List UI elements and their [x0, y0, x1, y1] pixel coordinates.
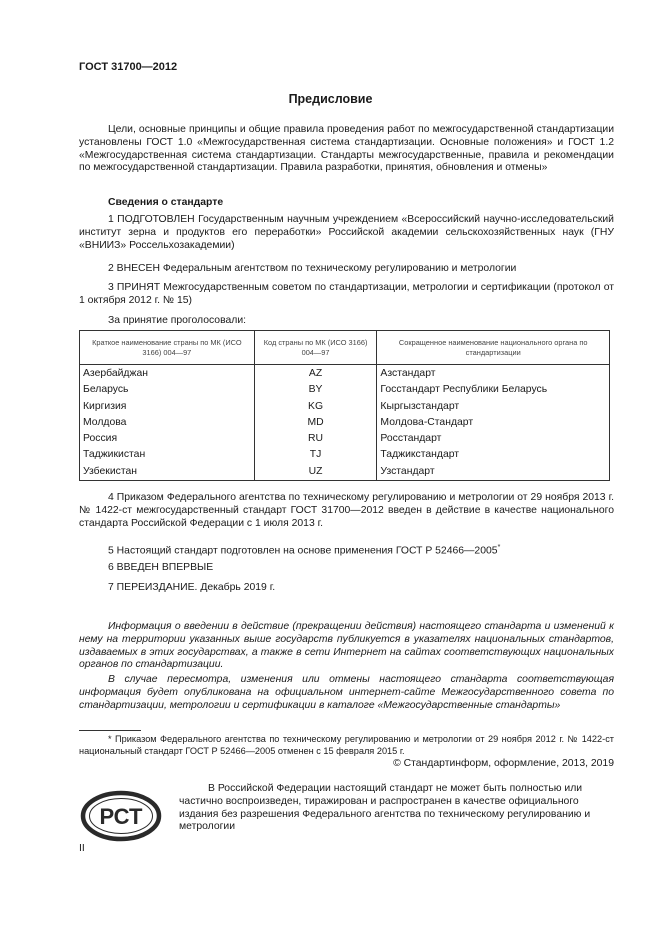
- country-cell: Азербайджан: [80, 365, 255, 383]
- code-cell: AZ: [254, 365, 377, 383]
- national-body-cell: Госстандарт Республики Беларусь: [377, 382, 610, 398]
- header-code: Код страны по МК (ИСО 3166) 004—97: [254, 331, 377, 365]
- country-cell: Беларусь: [80, 382, 255, 398]
- code-cell: UZ: [254, 464, 377, 481]
- item-1-prepared: 1 ПОДГОТОВЛЕН Государственным научным учреждением «Всероссийский научно-исследовательский институт зерна и продуктов его переработки» Российской академии сельскохозяйственных наук (ГНУ «ВНИИЗ» Россельхозакадемии): [79, 214, 614, 251]
- national-body-cell: Кыргызстандарт: [377, 399, 610, 415]
- country-cell: Молдова: [80, 415, 255, 431]
- national-body-cell: Таджикстандарт: [377, 447, 610, 463]
- code-cell: TJ: [254, 447, 377, 463]
- footnote-divider: [79, 730, 141, 731]
- footnote: * Приказом Федерального агентства по техническому регулированию и метрологии от 29 ноября 2012 г. № 1422-ст национальный стандарт ГОСТ Р 52466—2005 отменен с 15 февраля 2015 г.: [79, 734, 614, 757]
- table-row: [80, 431, 610, 447]
- code-cell: BY: [254, 382, 377, 398]
- national-body-cell: Росстандарт: [377, 431, 610, 447]
- item-4-order: 4 Приказом Федерального агентства по техническому регулированию и метрологии от 29 ноября 2013 г. № 1422-ст межгосударственный стандарт ГОСТ 31700—2012 введен в действие в качестве национального стандарта Российской Федерации с 1 июля 2013 г.: [79, 492, 614, 529]
- footnote-marker: *: [497, 544, 501, 551]
- section-subheading: Сведения о стандарте: [108, 197, 224, 208]
- national-body-cell: Узстандарт: [377, 464, 610, 481]
- table-header-row: [80, 331, 610, 365]
- item-2-submitted: 2 ВНЕСЕН Федеральным агентством по техническому регулированию и метрологии: [108, 263, 517, 274]
- copyright-notice: В Российской Федерации настоящий стандарт не может быть полностью или частично воспроизведен, тиражирован и распространен в качестве официального издания без разрешения Федерального агентства по техническому регулированию и метрологии: [179, 783, 591, 833]
- table-row: [80, 382, 610, 398]
- table-row: [80, 415, 610, 431]
- country-cell: Россия: [80, 431, 255, 447]
- header-national-body: Сокращенное наименование национального органа по стандартизации: [377, 331, 610, 365]
- table-row: [80, 365, 610, 383]
- item-5-text: 5 Настоящий стандарт подготовлен на основе применения ГОСТ Р 52466—2005: [108, 545, 498, 557]
- code-cell: KG: [254, 399, 377, 415]
- country-cell: Узбекистан: [80, 464, 255, 481]
- item-7-reissue: 7 ПЕРЕИЗДАНИЕ. Декабрь 2019 г.: [108, 582, 276, 593]
- rst-certification-mark-icon: [80, 790, 162, 842]
- copyright-line: © Стандартинформ, оформление, 2013, 2019: [393, 758, 614, 769]
- code-cell: MD: [254, 415, 377, 431]
- vote-label: За принятие проголосовали:: [108, 315, 247, 326]
- item-5-basis: [108, 542, 500, 558]
- table-row: [80, 447, 610, 463]
- national-body-cell: Молдова-Стандарт: [377, 415, 610, 431]
- voting-table: [79, 330, 610, 481]
- national-body-cell: Азстандарт: [377, 365, 610, 383]
- item-6-first-introduced: 6 ВВЕДЕН ВПЕРВЫЕ: [108, 562, 214, 573]
- code-cell: RU: [254, 431, 377, 447]
- country-cell: Киргизия: [80, 399, 255, 415]
- page-number: II: [79, 843, 85, 854]
- header-country: Краткое наименование страны по МК (ИСО 3166) 004—97: [80, 331, 255, 365]
- country-cell: Таджикистан: [80, 447, 255, 463]
- table-row: [80, 464, 610, 481]
- item-3-adopted: 3 ПРИНЯТ Межгосударственным советом по стандартизации, метрологии и сертификации (протокол от 1 октября 2012 г. № 15): [79, 282, 614, 306]
- info-paragraph-2: В случае пересмотра, изменения или отмены настоящего стандарта соответствующая информация будет опубликована на официальном интернет-сайте Межгосударственного совета по стандартизации, метрологии и сертификации в каталоге «Межгосударственные стандарты»: [79, 674, 614, 711]
- intro-paragraph: Цели, основные принципы и общие правила проведения работ по межгосударственной стандартизации установлены ГОСТ 1.0 «Межгосударственная система стандартизации. Основные положения» и ГОСТ 1.2 «Межгосударственная система стандартизации. Стандарты межгосударственные, правила и рекомендации по межгосударственной стандартизации. Правила разработки, принятия, обновления и отмены»: [79, 124, 614, 174]
- document-header: ГОСТ 31700—2012: [79, 61, 178, 73]
- info-paragraph-1: Информация о введении в действие (прекращении действия) настоящего стандарта и изменений к нему на территории указанных выше государств публикуется в указателях национальных стандартов, издаваемых в этих государствах, а также в сети Интернет на сайтах соответствующих национальных органов по стандартизации.: [79, 621, 614, 671]
- logo-text: РСТ: [99, 804, 143, 829]
- table-row: [80, 399, 610, 415]
- page-title: Предисловие: [288, 92, 373, 106]
